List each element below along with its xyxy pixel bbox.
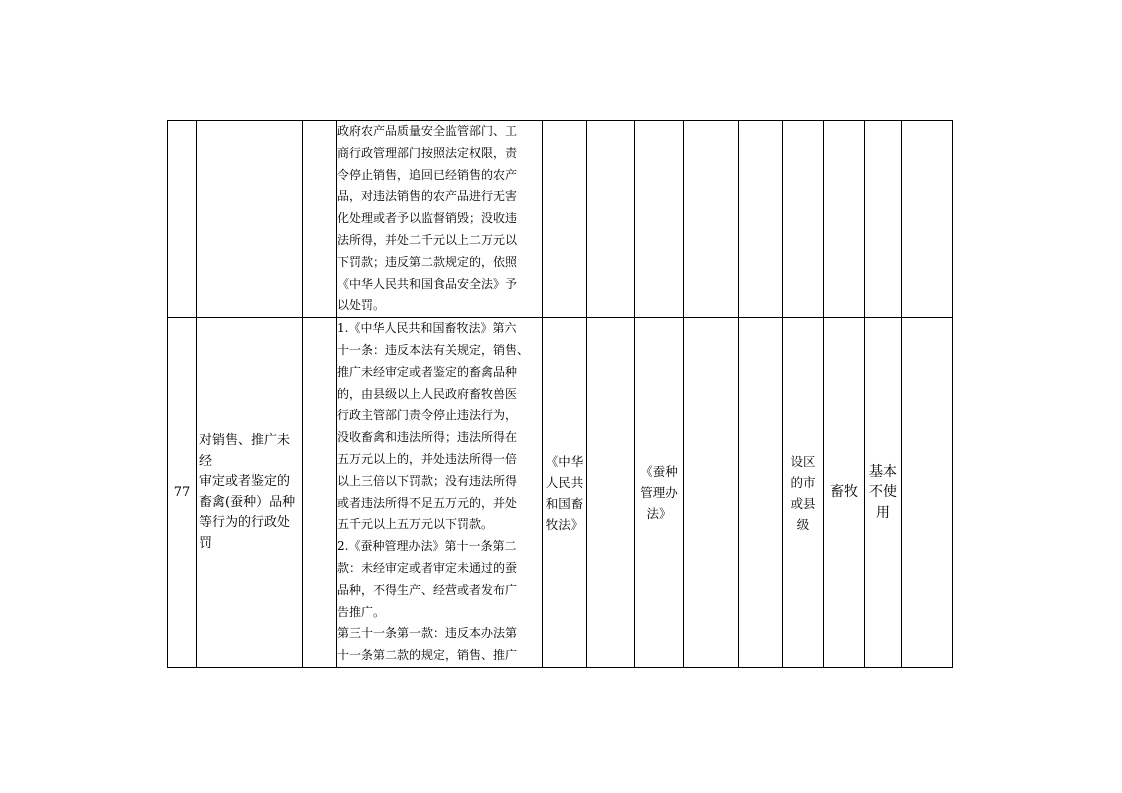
blank-cell [303, 318, 337, 668]
blank-cell [587, 121, 635, 318]
administrative-penalty-table [167, 120, 953, 668]
remarks-cell [902, 318, 953, 668]
usage-cell [865, 121, 902, 318]
item-name-cell: 对销售、推广未经 审定或者鉴定的 畜禽(蚕种）品种 等行为的行政处 罚 [197, 318, 303, 668]
regulation-name-cell: 《蚕种 管理办 法》 [635, 318, 684, 668]
legal-basis-cell: 政府农产品质量安全监管部门、工 商行政管理部门按照法定权限，责 令停止销售，追回已经销售的农产 品，对违法销售的农产品进行无害 化处理或者予以监督销毁；没收违 法所得，并处二千元以上二万元以 下罚款；违反第二款规定的，依照 《中华人民共和国食品安全法》予 以处罚。 [337, 121, 543, 318]
blank-cell [684, 318, 739, 668]
regulation-name-cell [635, 121, 684, 318]
level-cell [783, 121, 824, 318]
law-name-cell [543, 121, 587, 318]
department-cell [824, 121, 865, 318]
blank-cell [684, 121, 739, 318]
level-cell: 设区 的市 或县 级 [783, 318, 824, 668]
remarks-cell [902, 121, 953, 318]
department-cell: 畜牧 [824, 318, 865, 668]
number-cell [168, 121, 197, 318]
table-row-continued [168, 121, 953, 318]
table-row-77 [168, 318, 953, 668]
legal-basis-cell: 1.《中华人民共和国畜牧法》第六 十一条：违反本法有关规定，销售、 推广未经审定或者鉴定的畜禽品种 的，由县级以上人民政府畜牧兽医 行政主管部门责令停止违法行为， 没收畜禽和违法所得；违法所得在 五万元以上的，并处违法所得一倍 以上三倍以下罚款；没有违法所得 或者违法所得不足五万元的，并处 五千元以上五万元以下罚款。 2.《蚕种管理办法》第十一条第二 款：未经审定或者审定未通过的蚕 品种，不得生产、经营或者发布广 告推广。 第三十一条第一款：违反本办法第 十一条第二款的规定，销售、推广 [337, 318, 543, 668]
law-name-cell: 《中华 人民共 和国畜 牧法》 [543, 318, 587, 668]
number-cell: 77 [168, 318, 197, 668]
usage-cell: 基本 不使 用 [865, 318, 902, 668]
item-name-cell [197, 121, 303, 318]
blank-cell [739, 318, 783, 668]
blank-cell [303, 121, 337, 318]
blank-cell [587, 318, 635, 668]
blank-cell [739, 121, 783, 318]
